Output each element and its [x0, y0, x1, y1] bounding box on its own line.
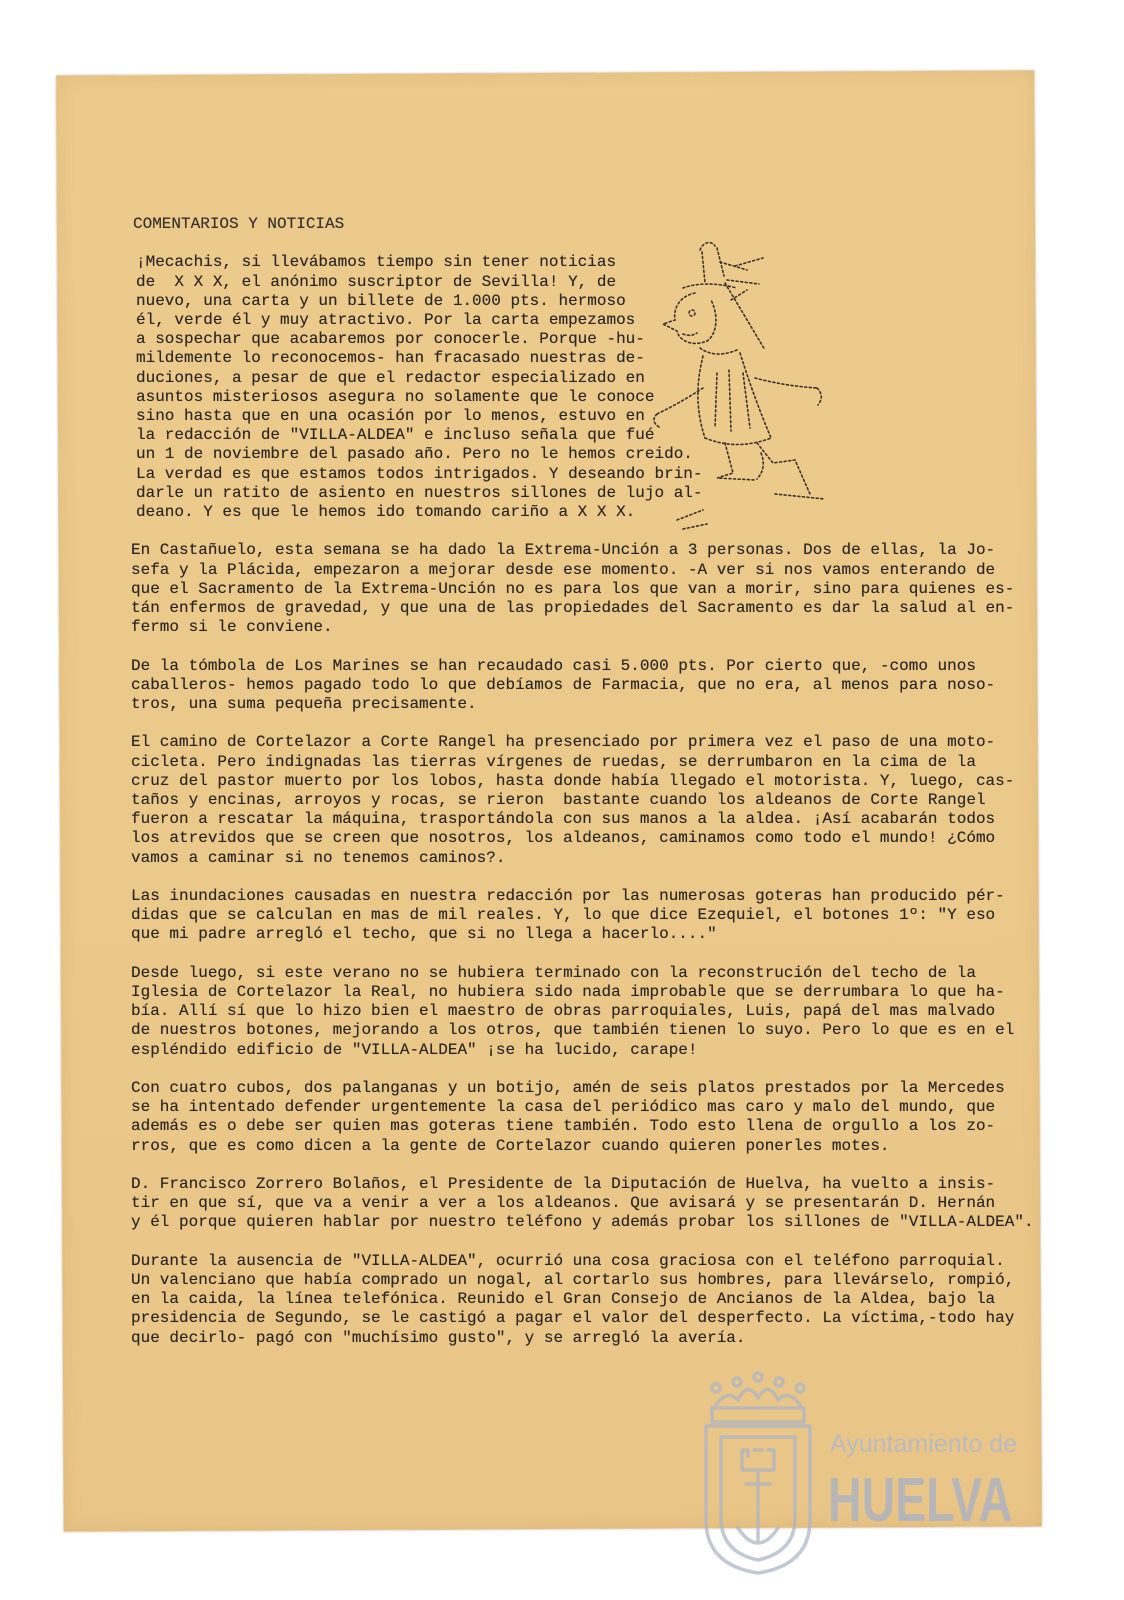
paragraph-telephone: Durante la ausencia de "VILLA-ALDEA", ocurrió una cosa graciosa con el teléfono parroquial. Un valenciano que había comprado un nogal, al cortarlo sus hombres, para llevárselo, rompió, en la caida, la línea telefónica. Reunido el Gran Consejo de Ancianos de la Aldea, bajo la presidencia de Segundo, se le castigó a pagar el valor del desperfecto. La víctima,-todo hay que decirlo- pagó con "muchísimo gusto", y se arregló la avería. [131, 1251, 1015, 1347]
watermark-institution-label: Ayuntamiento de [830, 1430, 1018, 1458]
dotted-cartoon-figure-icon [645, 238, 835, 533]
paragraph-castanuelo: En Castañuelo, esta semana se ha dado la Extrema-Unción a 3 personas. Dos de ellas, la Jo- sefa y la Plácida, empezaron a mejorar desde ese momento. -A ver si nos vamos enterando de que el Sacramento de la Extrema-Unción no es para los que van a morir, sino para quienes es- tán enfermos de gravedad, y que una de las propiedades del Sacramento es dar la salud al en- fermo si le conviene. [131, 541, 1015, 637]
watermark-city-name: HUELVA [828, 1466, 1013, 1535]
paragraph-church-roof: Desde luego, si este verano no se hubiera terminado con la reconstrución del techo de la Iglesia de Cortelazor la Real, no hubiera sido nada improbable que se derrumbara lo que ha- bía. Allí sí que lo hizo bien el maestro de obras parroquiales, Luis, papá del mas malvado de nuestros botones, mejorando a los otros, que también tienen lo suyo. Pero lo que es en el espléndido edificio de "VILLA-ALDEA" ¡se ha lucido, carape! [131, 963, 1015, 1059]
paragraph-tombola: De la tómbola de Los Marines se han recaudado casi 5.000 pts. Por cierto que, -como unos caballeros- hemos pagado todo lo que debíamos de Farmacia, que no era, al menos para noso- tros, una suma pequeña precisamente. [131, 656, 996, 714]
paragraph-buckets: Con cuatro cubos, dos palanganas y un botijo, amén de seis platos prestados por la Mercedes se ha intentado defender urgentemente la casa del periódico mas caro y malo del mundo, que además es o debe ser quien mas goteras tiene también. Todo esto llena de orgullo a los zo- rros, que es como dicen a la gente de Cortelazor cuando quieren ponerles motes. [131, 1079, 1005, 1155]
paragraph-motorcycle: El camino de Cortelazor a Corte Rangel ha presenciado por primera vez el paso de una moto- cicleta. Pero indignadas las tierras vírgenes de ruedas, se derrumbaron en la cima de la cruz del pastor muerto por los lobos, hasta donde había llegado el motorista. Y, luego, cas- taños y encinas, arroyos y rocas, se rieron bastante cuando los aldeanos de Corte Rangel fueron a rescatar la máquina, trasportándola con sus manos a la aldea. ¡Así acabarán todos los atrevidos que se creen que nosotros, los aldeanos, caminamos como todo el mundo! ¿Cómo vamos a caminar si no tenemos caminos?. [131, 733, 1015, 867]
paragraph-flooding: Las inundaciones causadas en nuestra redacción por las numerosas goteras han producido pér- didas que se calculan en mas de mil reales. Y, lo que dice Ezequiel, el botones 1º: "Y eso que mi padre arregló el techo, que si no llega a hacerlo...." [131, 887, 1005, 944]
paragraph-xxx-letter: ¡Mecachis, si llevábamos tiempo sin tener noticias de X X X, el anónimo suscriptor de Sevilla! Y, de nuevo, una carta y un billete de 1.000 pts. hermoso él, verde él y muy atractivo. Por la carta empezamos a sospechar que acabaremos por conocerle. Porque -hu- mildemente lo reconocemos- han fracasado nuestras de- duciones, a pesar de que el redactor especializado en asuntos misteriosos asegura no solamente que le conoce sino hasta que en una ocasión por lo menos, estuvo en la redacción de "VILLA-ALDEA" e incluso señala que fué un 1 de noviembre del pasado año. Pero no le hemos creido. La verdad es que estamos todos intrigados. Y deseando brin- darle un ratito de asiento en nuestros sillones de lujo al- deano. Y es que le hemos ido tomando cariño a X X X. [136, 253, 703, 522]
typewritten-article [131, 215, 1041, 1367]
page-title: COMENTARIOS Y NOTICIAS [133, 215, 345, 233]
city-coat-of-arms-icon [696, 1370, 820, 1575]
paragraph-president-visit: D. Francisco Zorrero Bolaños, el Presidente de la Diputación de Huelva, ha vuelto a insis- tir en que sí, que va a venir a ver a los aldeanos. Que avisará y se presentarán D. Hernán y él porque quieren hablar por nuestro teléfono y además probar los sillones de "VILLA-ALDEA". [131, 1175, 1034, 1232]
